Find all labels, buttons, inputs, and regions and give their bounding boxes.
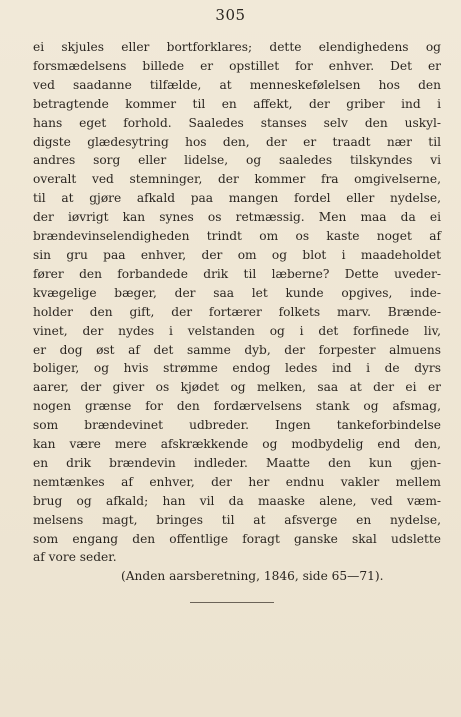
text-line: som engang den offentlige foragt ganske skal udslette (33, 531, 441, 546)
text-line: boliger, og hvis strømme endog ledes ind i de dyrs (33, 361, 441, 376)
text-line: kan være mere afskrækkende og modbydelig end den, (33, 437, 441, 452)
text-line: melsens magt, bringes til at afsverge en nydelse, (33, 512, 441, 527)
text-line: ei skjules eller bortforklares; dette elendighedens og (33, 40, 441, 54)
text-line: aarer, der giver os kjødet og melken, saa at der ei er (33, 380, 441, 395)
text-line: ved saadanne tilfælde, at menneskefølelsen hos den (33, 77, 441, 92)
text-line: holder den gift, der fortærer folkets marv. Brænde- (33, 304, 441, 319)
text-line: brug og afkald; han vil da maaske alene, ved væm- (33, 493, 441, 508)
section-divider (190, 602, 274, 603)
text-line: til at gjøre afkald paa mangen fordel eller nydelse, (33, 191, 441, 206)
text-line: brændevinselendigheden trindt om os kaste noget af (33, 229, 441, 244)
text-line: forsmædelsens billede er opstillet for enhver. Det er (33, 58, 441, 73)
text-line: en drik brændevin indleder. Maatte den kun gjen- (33, 455, 441, 470)
text-line: som brændevinet udbreder. Ingen tankeforbindelse (33, 418, 441, 433)
text-line: kvægelige bæger, der saa let kunde opgives, inde- (33, 285, 441, 300)
text-line: sin gru paa enhver, der om og blot i maadeholdet (33, 247, 441, 262)
text-line: nemtænkes af enhver, der her endnu vakler mellem (33, 474, 441, 489)
text-line: overalt ved stemninger, der kommer fra omgivelserne, (33, 172, 441, 187)
text-line: af vore seder. (33, 550, 117, 565)
text-line: digste glædesytring hos den, der er traadt nær til (33, 134, 441, 149)
text-line: andres sorg eller lidelse, og saaledes tilskyndes vi (33, 153, 441, 168)
page-number: 305 (215, 6, 246, 24)
text-line: betragtende kommer til en affekt, der griber ind i (33, 96, 441, 111)
body-text (33, 38, 441, 586)
text-line: der iøvrigt kan synes os retmæssig. Men maa da ei (33, 210, 441, 225)
text-line: vinet, der nydes i velstanden og i det forfinede liv, (33, 323, 441, 338)
text-line: fører den forbandede drik til læberne? Dette uveder- (33, 266, 441, 281)
text-line: nogen grænse for den fordærvelsens stank og afsmag, (33, 399, 441, 414)
citation: (Anden aarsberetning, 1846, side 65—71). (121, 569, 384, 584)
text-line: hans eget forhold. Saaledes stanses selv den uskyl- (33, 115, 441, 130)
text-line: er dog øst af det samme dyb, der forpester almuens (33, 342, 441, 357)
